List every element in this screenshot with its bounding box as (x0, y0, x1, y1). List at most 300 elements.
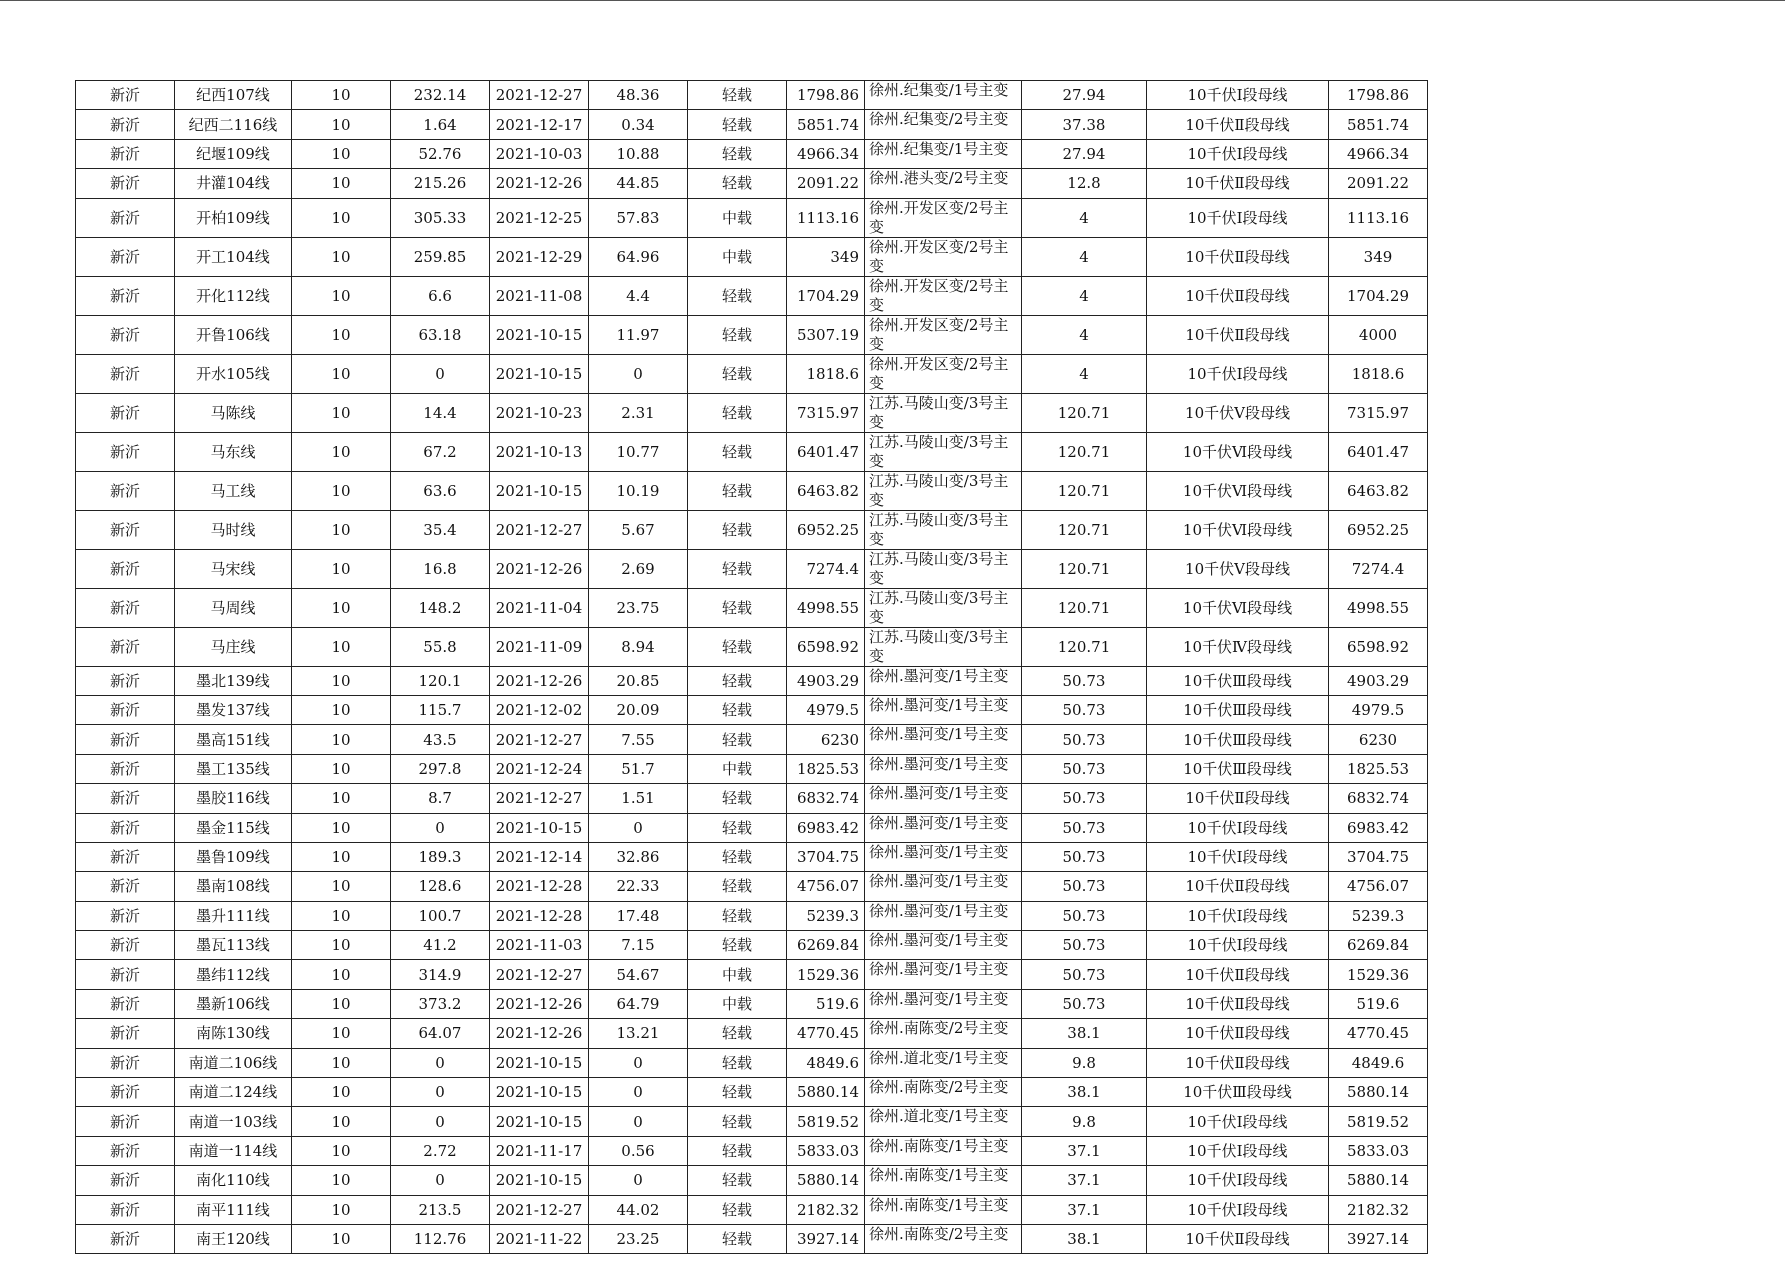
load-value-cell: 63.18 (391, 315, 490, 354)
region-cell: 新沂 (76, 110, 175, 139)
region-cell: 新沂 (76, 393, 175, 432)
load-status-cell: 轻载 (688, 1107, 787, 1136)
line-name-cell: 墨高151线 (175, 725, 292, 754)
available-capacity-cell: 5880.14 (1329, 1166, 1428, 1195)
capacity-cell: 6952.25 (787, 510, 865, 549)
date-cell: 2021-10-15 (490, 813, 589, 842)
voltage-cell: 10 (292, 754, 391, 783)
load-rate-cell: 57.83 (589, 198, 688, 237)
load-rate-cell: 4.4 (589, 276, 688, 315)
line-name-cell: 开工104线 (175, 237, 292, 276)
available-capacity-cell: 519.6 (1329, 989, 1428, 1018)
load-rate-cell: 7.55 (589, 725, 688, 754)
voltage-cell: 10 (292, 110, 391, 139)
load-rate-cell: 23.25 (589, 1224, 688, 1253)
available-capacity-cell: 6401.47 (1329, 432, 1428, 471)
capacity-cell: 4903.29 (787, 666, 865, 695)
voltage-cell: 10 (292, 169, 391, 198)
available-capacity-cell: 1798.86 (1329, 81, 1428, 110)
busbar-cell: 10千伏Ⅰ段母线 (1147, 81, 1329, 110)
load-value-cell: 67.2 (391, 432, 490, 471)
load-status-cell: 轻载 (688, 1019, 787, 1048)
substation-cell: 徐州.开发区变/2号主变 (865, 354, 1022, 393)
transformer-value-cell: 120.71 (1022, 588, 1147, 627)
load-status-cell: 轻载 (688, 354, 787, 393)
transformer-value-cell: 37.38 (1022, 110, 1147, 139)
region-cell: 新沂 (76, 1048, 175, 1077)
transformer-value-cell: 120.71 (1022, 471, 1147, 510)
voltage-cell: 10 (292, 549, 391, 588)
date-cell: 2021-10-15 (490, 354, 589, 393)
transformer-value-cell: 38.1 (1022, 1078, 1147, 1107)
date-cell: 2021-10-15 (490, 471, 589, 510)
substation-cell: 江苏.马陵山变/3号主变 (865, 549, 1022, 588)
transformer-value-cell: 50.73 (1022, 784, 1147, 813)
load-status-cell: 轻载 (688, 169, 787, 198)
load-rate-cell: 20.85 (589, 666, 688, 695)
capacity-cell: 2182.32 (787, 1195, 865, 1224)
region-cell: 新沂 (76, 989, 175, 1018)
region-cell: 新沂 (76, 432, 175, 471)
substation-cell: 徐州.墨河变/1号主变 (865, 695, 1022, 724)
line-name-cell: 马时线 (175, 510, 292, 549)
table-row (76, 393, 1428, 432)
load-value-cell: 55.8 (391, 627, 490, 666)
busbar-cell: 10千伏Ⅲ段母线 (1147, 666, 1329, 695)
voltage-cell: 10 (292, 901, 391, 930)
load-rate-cell: 2.69 (589, 549, 688, 588)
available-capacity-cell: 2182.32 (1329, 1195, 1428, 1224)
load-value-cell: 259.85 (391, 237, 490, 276)
available-capacity-cell: 5819.52 (1329, 1107, 1428, 1136)
line-name-cell: 墨南108线 (175, 872, 292, 901)
substation-cell: 徐州.南陈变/1号主变 (865, 1195, 1022, 1224)
line-name-cell: 南道一114线 (175, 1136, 292, 1165)
line-name-cell: 开鲁106线 (175, 315, 292, 354)
table-row (76, 872, 1428, 901)
region-cell: 新沂 (76, 198, 175, 237)
substation-cell: 徐州.南陈变/1号主变 (865, 1136, 1022, 1165)
voltage-cell: 10 (292, 471, 391, 510)
available-capacity-cell: 4756.07 (1329, 872, 1428, 901)
load-status-cell: 轻载 (688, 315, 787, 354)
load-status-cell: 轻载 (688, 588, 787, 627)
line-name-cell: 墨鲁109线 (175, 842, 292, 871)
capacity-cell: 1818.6 (787, 354, 865, 393)
line-name-cell: 墨胶116线 (175, 784, 292, 813)
load-value-cell: 373.2 (391, 989, 490, 1018)
available-capacity-cell: 5851.74 (1329, 110, 1428, 139)
region-cell: 新沂 (76, 960, 175, 989)
date-cell: 2021-12-27 (490, 81, 589, 110)
date-cell: 2021-12-27 (490, 784, 589, 813)
table-row (76, 666, 1428, 695)
available-capacity-cell: 6952.25 (1329, 510, 1428, 549)
date-cell: 2021-11-08 (490, 276, 589, 315)
load-rate-cell: 44.02 (589, 1195, 688, 1224)
date-cell: 2021-12-27 (490, 725, 589, 754)
load-rate-cell: 64.96 (589, 237, 688, 276)
substation-cell: 徐州.墨河变/1号主变 (865, 960, 1022, 989)
date-cell: 2021-12-27 (490, 1195, 589, 1224)
table-row (76, 1078, 1428, 1107)
load-status-cell: 轻载 (688, 784, 787, 813)
load-value-cell: 63.6 (391, 471, 490, 510)
available-capacity-cell: 5239.3 (1329, 901, 1428, 930)
transformer-value-cell: 4 (1022, 237, 1147, 276)
region-cell: 新沂 (76, 901, 175, 930)
load-status-cell: 中载 (688, 960, 787, 989)
busbar-cell: 10千伏Ⅱ段母线 (1147, 169, 1329, 198)
available-capacity-cell: 5833.03 (1329, 1136, 1428, 1165)
busbar-cell: 10千伏Ⅰ段母线 (1147, 139, 1329, 168)
line-name-cell: 墨升111线 (175, 901, 292, 930)
date-cell: 2021-10-15 (490, 1048, 589, 1077)
line-name-cell: 南化110线 (175, 1166, 292, 1195)
transformer-value-cell: 50.73 (1022, 725, 1147, 754)
transformer-value-cell: 50.73 (1022, 754, 1147, 783)
busbar-cell: 10千伏Ⅱ段母线 (1147, 276, 1329, 315)
busbar-cell: 10千伏Ⅴ段母线 (1147, 393, 1329, 432)
substation-cell: 徐州.开发区变/2号主变 (865, 198, 1022, 237)
substation-cell: 江苏.马陵山变/3号主变 (865, 588, 1022, 627)
table-row (76, 315, 1428, 354)
line-name-cell: 墨瓦113线 (175, 931, 292, 960)
region-cell: 新沂 (76, 1107, 175, 1136)
capacity-cell: 6598.92 (787, 627, 865, 666)
date-cell: 2021-12-02 (490, 695, 589, 724)
table-row (76, 588, 1428, 627)
available-capacity-cell: 6598.92 (1329, 627, 1428, 666)
busbar-cell: 10千伏Ⅰ段母线 (1147, 931, 1329, 960)
busbar-cell: 10千伏Ⅰ段母线 (1147, 1195, 1329, 1224)
table-row (76, 1019, 1428, 1048)
load-status-cell: 轻载 (688, 666, 787, 695)
table-row (76, 471, 1428, 510)
table-row (76, 510, 1428, 549)
busbar-cell: 10千伏Ⅰ段母线 (1147, 1166, 1329, 1195)
busbar-cell: 10千伏Ⅱ段母线 (1147, 1048, 1329, 1077)
line-name-cell: 墨新106线 (175, 989, 292, 1018)
date-cell: 2021-12-27 (490, 510, 589, 549)
table-row (76, 237, 1428, 276)
table-row (76, 931, 1428, 960)
load-rate-cell: 48.36 (589, 81, 688, 110)
load-status-cell: 轻载 (688, 393, 787, 432)
date-cell: 2021-12-24 (490, 754, 589, 783)
available-capacity-cell: 6983.42 (1329, 813, 1428, 842)
load-status-cell: 轻载 (688, 931, 787, 960)
table-row (76, 695, 1428, 724)
busbar-cell: 10千伏Ⅰ段母线 (1147, 354, 1329, 393)
line-name-cell: 墨纬112线 (175, 960, 292, 989)
load-value-cell: 6.6 (391, 276, 490, 315)
load-rate-cell: 10.19 (589, 471, 688, 510)
load-rate-cell: 0 (589, 1166, 688, 1195)
capacity-cell: 1704.29 (787, 276, 865, 315)
transformer-value-cell: 37.1 (1022, 1195, 1147, 1224)
available-capacity-cell: 7274.4 (1329, 549, 1428, 588)
load-value-cell: 16.8 (391, 549, 490, 588)
substation-cell: 徐州.纪集变/1号主变 (865, 139, 1022, 168)
voltage-cell: 10 (292, 784, 391, 813)
transformer-value-cell: 12.8 (1022, 169, 1147, 198)
date-cell: 2021-12-28 (490, 872, 589, 901)
load-rate-cell: 0 (589, 1107, 688, 1136)
voltage-cell: 10 (292, 1224, 391, 1253)
load-value-cell: 35.4 (391, 510, 490, 549)
substation-cell: 江苏.马陵山变/3号主变 (865, 393, 1022, 432)
capacity-cell: 5307.19 (787, 315, 865, 354)
capacity-cell: 1798.86 (787, 81, 865, 110)
capacity-cell: 7274.4 (787, 549, 865, 588)
voltage-cell: 10 (292, 1078, 391, 1107)
available-capacity-cell: 5880.14 (1329, 1078, 1428, 1107)
feeder-load-table (75, 80, 1428, 1254)
substation-cell: 徐州.南陈变/1号主变 (865, 1166, 1022, 1195)
busbar-cell: 10千伏Ⅰ段母线 (1147, 1136, 1329, 1165)
table-row (76, 354, 1428, 393)
date-cell: 2021-10-23 (490, 393, 589, 432)
voltage-cell: 10 (292, 139, 391, 168)
capacity-cell: 5851.74 (787, 110, 865, 139)
substation-cell: 徐州.墨河变/1号主变 (865, 931, 1022, 960)
table-row (76, 432, 1428, 471)
line-name-cell: 马宋线 (175, 549, 292, 588)
table-row (76, 1107, 1428, 1136)
load-value-cell: 305.33 (391, 198, 490, 237)
transformer-value-cell: 50.73 (1022, 872, 1147, 901)
load-status-cell: 轻载 (688, 110, 787, 139)
date-cell: 2021-10-15 (490, 315, 589, 354)
busbar-cell: 10千伏Ⅵ段母线 (1147, 588, 1329, 627)
load-value-cell: 189.3 (391, 842, 490, 871)
load-value-cell: 148.2 (391, 588, 490, 627)
region-cell: 新沂 (76, 471, 175, 510)
capacity-cell: 1113.16 (787, 198, 865, 237)
load-status-cell: 轻载 (688, 725, 787, 754)
transformer-value-cell: 27.94 (1022, 81, 1147, 110)
capacity-cell: 6463.82 (787, 471, 865, 510)
date-cell: 2021-12-26 (490, 169, 589, 198)
load-value-cell: 297.8 (391, 754, 490, 783)
transformer-value-cell: 50.73 (1022, 901, 1147, 930)
busbar-cell: 10千伏Ⅱ段母线 (1147, 315, 1329, 354)
busbar-cell: 10千伏Ⅰ段母线 (1147, 1107, 1329, 1136)
line-name-cell: 井灌104线 (175, 169, 292, 198)
region-cell: 新沂 (76, 695, 175, 724)
capacity-cell: 5833.03 (787, 1136, 865, 1165)
date-cell: 2021-10-15 (490, 1107, 589, 1136)
line-name-cell: 南道二106线 (175, 1048, 292, 1077)
region-cell: 新沂 (76, 1019, 175, 1048)
available-capacity-cell: 4903.29 (1329, 666, 1428, 695)
region-cell: 新沂 (76, 276, 175, 315)
voltage-cell: 10 (292, 588, 391, 627)
load-rate-cell: 17.48 (589, 901, 688, 930)
table-row (76, 784, 1428, 813)
date-cell: 2021-10-15 (490, 1166, 589, 1195)
load-value-cell: 0 (391, 1107, 490, 1136)
line-name-cell: 马东线 (175, 432, 292, 471)
load-rate-cell: 2.31 (589, 393, 688, 432)
date-cell: 2021-12-29 (490, 237, 589, 276)
available-capacity-cell: 4966.34 (1329, 139, 1428, 168)
load-status-cell: 轻载 (688, 627, 787, 666)
region-cell: 新沂 (76, 872, 175, 901)
table-body (76, 81, 1428, 1254)
load-rate-cell: 20.09 (589, 695, 688, 724)
region-cell: 新沂 (76, 627, 175, 666)
region-cell: 新沂 (76, 139, 175, 168)
capacity-cell: 5239.3 (787, 901, 865, 930)
busbar-cell: 10千伏Ⅰ段母线 (1147, 198, 1329, 237)
voltage-cell: 10 (292, 1136, 391, 1165)
date-cell: 2021-10-13 (490, 432, 589, 471)
load-rate-cell: 10.77 (589, 432, 688, 471)
available-capacity-cell: 3704.75 (1329, 842, 1428, 871)
load-rate-cell: 0 (589, 813, 688, 842)
region-cell: 新沂 (76, 81, 175, 110)
table-row (76, 110, 1428, 139)
line-name-cell: 墨北139线 (175, 666, 292, 695)
date-cell: 2021-12-26 (490, 989, 589, 1018)
load-value-cell: 2.72 (391, 1136, 490, 1165)
load-status-cell: 轻载 (688, 549, 787, 588)
transformer-value-cell: 9.8 (1022, 1107, 1147, 1136)
available-capacity-cell: 6463.82 (1329, 471, 1428, 510)
load-rate-cell: 22.33 (589, 872, 688, 901)
date-cell: 2021-10-03 (490, 139, 589, 168)
date-cell: 2021-10-15 (490, 1078, 589, 1107)
capacity-cell: 3704.75 (787, 842, 865, 871)
capacity-cell: 1825.53 (787, 754, 865, 783)
voltage-cell: 10 (292, 1048, 391, 1077)
busbar-cell: 10千伏Ⅵ段母线 (1147, 510, 1329, 549)
date-cell: 2021-11-22 (490, 1224, 589, 1253)
load-status-cell: 轻载 (688, 1136, 787, 1165)
line-name-cell: 马陈线 (175, 393, 292, 432)
substation-cell: 徐州.墨河变/1号主变 (865, 725, 1022, 754)
transformer-value-cell: 50.73 (1022, 931, 1147, 960)
voltage-cell: 10 (292, 813, 391, 842)
table-row (76, 1136, 1428, 1165)
load-status-cell: 轻载 (688, 471, 787, 510)
available-capacity-cell: 3927.14 (1329, 1224, 1428, 1253)
voltage-cell: 10 (292, 1019, 391, 1048)
load-value-cell: 1.64 (391, 110, 490, 139)
table-row (76, 549, 1428, 588)
table-row (76, 1195, 1428, 1224)
busbar-cell: 10千伏Ⅰ段母线 (1147, 842, 1329, 871)
date-cell: 2021-11-09 (490, 627, 589, 666)
load-status-cell: 轻载 (688, 901, 787, 930)
busbar-cell: 10千伏Ⅰ段母线 (1147, 813, 1329, 842)
substation-cell: 徐州.道北变/1号主变 (865, 1107, 1022, 1136)
table-row (76, 139, 1428, 168)
load-status-cell: 中载 (688, 754, 787, 783)
substation-cell: 徐州.港头变/2号主变 (865, 169, 1022, 198)
region-cell: 新沂 (76, 510, 175, 549)
busbar-cell: 10千伏Ⅱ段母线 (1147, 989, 1329, 1018)
available-capacity-cell: 4849.6 (1329, 1048, 1428, 1077)
line-name-cell: 墨工135线 (175, 754, 292, 783)
capacity-cell: 349 (787, 237, 865, 276)
voltage-cell: 10 (292, 237, 391, 276)
load-status-cell: 轻载 (688, 1166, 787, 1195)
capacity-cell: 4849.6 (787, 1048, 865, 1077)
busbar-cell: 10千伏Ⅱ段母线 (1147, 1224, 1329, 1253)
busbar-cell: 10千伏Ⅱ段母线 (1147, 960, 1329, 989)
substation-cell: 徐州.墨河变/1号主变 (865, 666, 1022, 695)
load-status-cell: 轻载 (688, 1195, 787, 1224)
date-cell: 2021-12-26 (490, 666, 589, 695)
date-cell: 2021-11-03 (490, 931, 589, 960)
substation-cell: 徐州.墨河变/1号主变 (865, 842, 1022, 871)
date-cell: 2021-11-04 (490, 588, 589, 627)
line-name-cell: 南道二124线 (175, 1078, 292, 1107)
capacity-cell: 7315.97 (787, 393, 865, 432)
load-rate-cell: 0 (589, 1078, 688, 1107)
date-cell: 2021-12-25 (490, 198, 589, 237)
substation-cell: 徐州.南陈变/2号主变 (865, 1224, 1022, 1253)
substation-cell: 徐州.墨河变/1号主变 (865, 989, 1022, 1018)
load-value-cell: 100.7 (391, 901, 490, 930)
substation-cell: 徐州.纪集变/2号主变 (865, 110, 1022, 139)
busbar-cell: 10千伏Ⅵ段母线 (1147, 432, 1329, 471)
line-name-cell: 开柏109线 (175, 198, 292, 237)
substation-cell: 徐州.纪集变/1号主变 (865, 81, 1022, 110)
region-cell: 新沂 (76, 237, 175, 276)
region-cell: 新沂 (76, 354, 175, 393)
table-row (76, 960, 1428, 989)
load-status-cell: 轻载 (688, 276, 787, 315)
line-name-cell: 南陈130线 (175, 1019, 292, 1048)
busbar-cell: 10千伏Ⅲ段母线 (1147, 754, 1329, 783)
busbar-cell: 10千伏Ⅴ段母线 (1147, 549, 1329, 588)
busbar-cell: 10千伏Ⅱ段母线 (1147, 784, 1329, 813)
load-value-cell: 14.4 (391, 393, 490, 432)
load-value-cell: 213.5 (391, 1195, 490, 1224)
substation-cell: 徐州.墨河变/1号主变 (865, 872, 1022, 901)
voltage-cell: 10 (292, 989, 391, 1018)
load-status-cell: 轻载 (688, 813, 787, 842)
transformer-value-cell: 9.8 (1022, 1048, 1147, 1077)
load-status-cell: 轻载 (688, 1048, 787, 1077)
load-value-cell: 0 (391, 1048, 490, 1077)
capacity-cell: 1529.36 (787, 960, 865, 989)
voltage-cell: 10 (292, 842, 391, 871)
load-rate-cell: 51.7 (589, 754, 688, 783)
table-row (76, 1224, 1428, 1253)
voltage-cell: 10 (292, 666, 391, 695)
load-rate-cell: 7.15 (589, 931, 688, 960)
region-cell: 新沂 (76, 1195, 175, 1224)
voltage-cell: 10 (292, 695, 391, 724)
transformer-value-cell: 4 (1022, 276, 1147, 315)
voltage-cell: 10 (292, 315, 391, 354)
load-rate-cell: 0 (589, 1048, 688, 1077)
load-value-cell: 8.7 (391, 784, 490, 813)
substation-cell: 徐州.南陈变/2号主变 (865, 1078, 1022, 1107)
substation-cell: 徐州.墨河变/1号主变 (865, 754, 1022, 783)
page-top-rule (0, 0, 1785, 1)
voltage-cell: 10 (292, 510, 391, 549)
capacity-cell: 519.6 (787, 989, 865, 1018)
load-status-cell: 中载 (688, 989, 787, 1018)
voltage-cell: 10 (292, 276, 391, 315)
load-rate-cell: 0.56 (589, 1136, 688, 1165)
